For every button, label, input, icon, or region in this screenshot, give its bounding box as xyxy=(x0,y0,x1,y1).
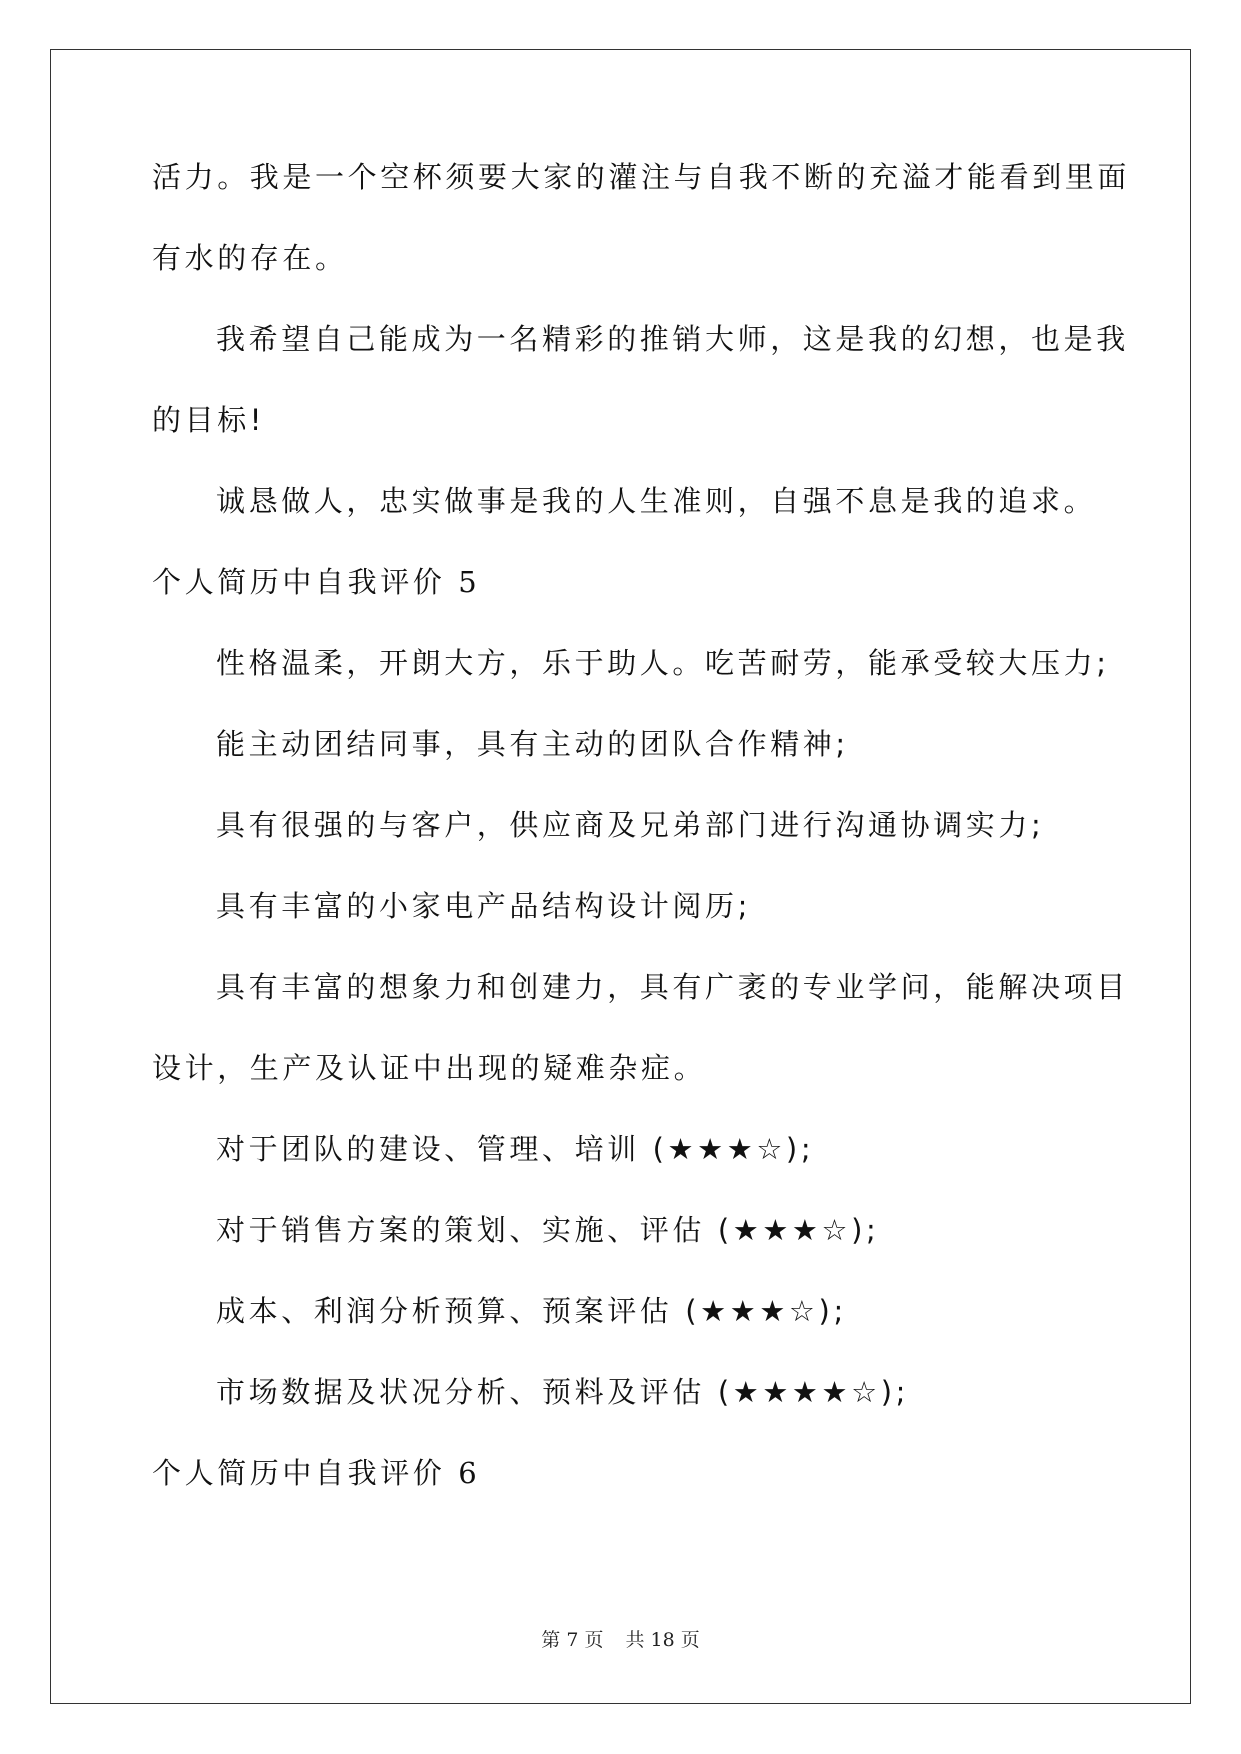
paragraph-line: 能主动团结同事，具有主动的团队合作精神; xyxy=(216,727,849,761)
rating-line: 对于销售方案的策划、实施、评估 (★★★☆); xyxy=(216,1213,880,1247)
paragraph-line: 设计，生产及认证中出现的疑难杂症。 xyxy=(152,1051,707,1085)
paragraph-line: 具有丰富的想象力和创建力，具有广袤的专业学问，能解决项目 xyxy=(216,970,1129,1004)
paragraph-line: 性格温柔，开朗大方，乐于助人。吃苦耐劳，能承受较大压力; xyxy=(216,646,1110,680)
page-number: 第 7 页 xyxy=(541,1629,604,1651)
page-footer xyxy=(0,1625,1241,1652)
paragraph-line: 有水的存在。 xyxy=(152,241,348,275)
rating-line: 市场数据及状况分析、预料及评估 (★★★★☆); xyxy=(216,1375,910,1409)
paragraph-line: 具有丰富的小家电产品结构设计阅历; xyxy=(216,889,751,923)
document-body xyxy=(152,157,1131,1493)
rating-line: 对于团队的建设、管理、培训 (★★★☆); xyxy=(216,1132,815,1166)
section-heading: 个人简历中自我评价 5 xyxy=(152,565,481,599)
rating-line: 成本、利润分析预算、预案评估 (★★★☆); xyxy=(216,1294,847,1328)
section-heading: 个人简历中自我评价 6 xyxy=(152,1456,481,1490)
page-total: 共 18 页 xyxy=(625,1629,700,1651)
paragraph-line: 的目标! xyxy=(152,403,266,437)
paragraph-line: 活力。我是一个空杯须要大家的灌注与自我不断的充溢才能看到里面 xyxy=(152,160,1131,194)
paragraph-line: 具有很强的与客户，供应商及兄弟部门进行沟通协调实力; xyxy=(216,808,1045,842)
paragraph-line: 诚恳做人，忠实做事是我的人生准则，自强不息是我的追求。 xyxy=(216,484,1097,518)
paragraph-line: 我希望自己能成为一名精彩的推销大师，这是我的幻想，也是我 xyxy=(216,322,1129,356)
